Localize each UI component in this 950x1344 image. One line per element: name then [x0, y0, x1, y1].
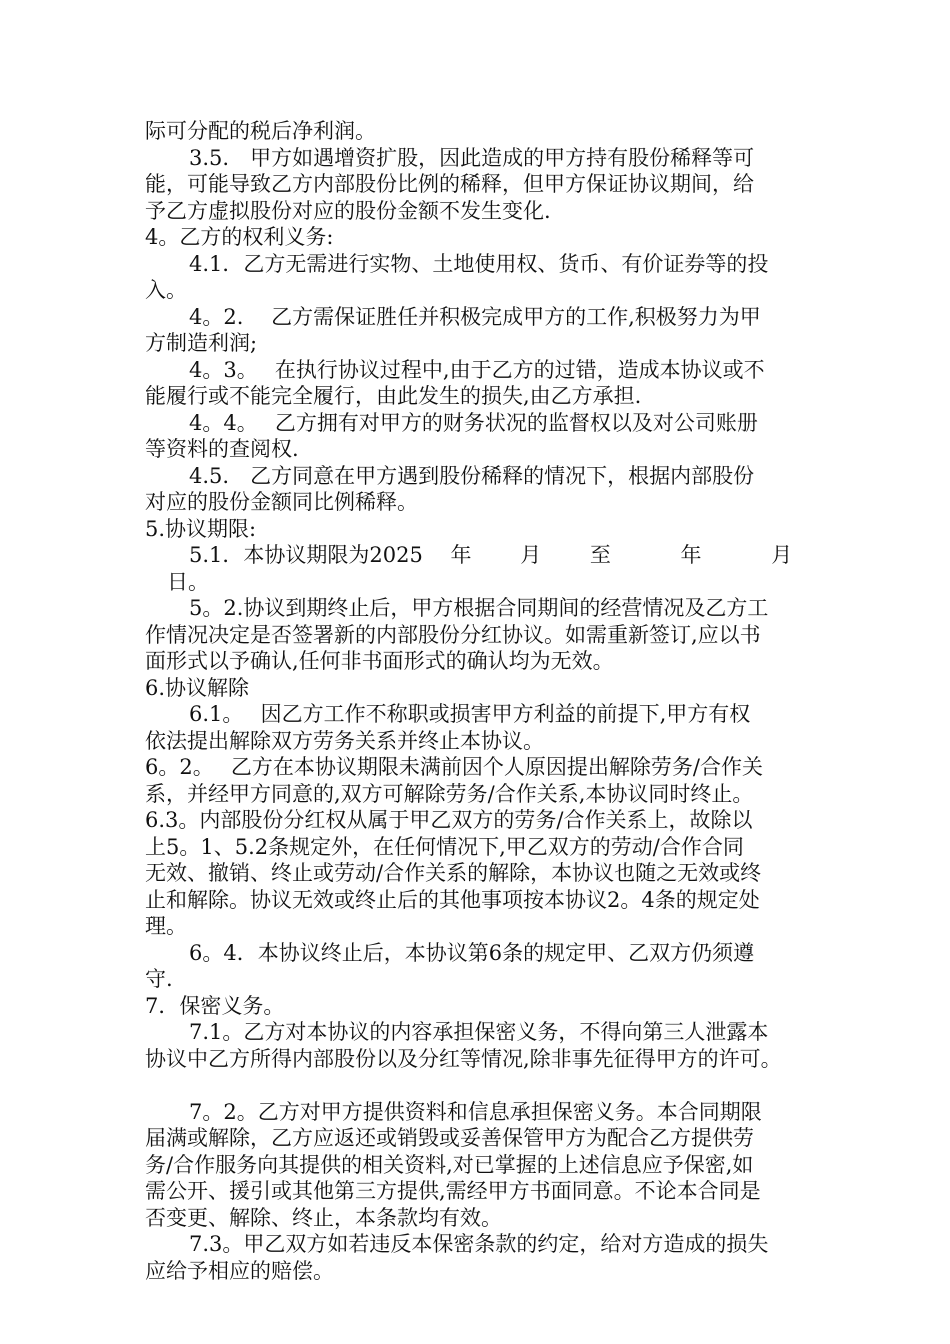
clause-7-3: 7.3。甲乙双方如若违反本保密条款的约定，给对方造成的损失	[189, 1232, 769, 1256]
text-line: 上5。1、5.2条规定外，在任何情况下,甲乙双方的劳动/合作合同	[145, 834, 744, 859]
section-heading-7: 7．保密义务。	[145, 993, 285, 1018]
section-heading-5: 5.协议期限:	[145, 516, 257, 541]
clause-3-5: 3.5. 甲方如遇增资扩股，因此造成的甲方持有股份稀释等可	[189, 145, 755, 170]
clause-5-1: 5.1．本协议期限为2025 年 月 至 年 月	[189, 543, 793, 567]
text-line: 能，可能导致乙方内部股份比例的稀释，但甲方保证协议期间，给	[145, 172, 754, 196]
document-body	[145, 118, 835, 1284]
text-line: 依法提出解除双方劳务关系并终止本协议。	[145, 728, 544, 753]
text-line: 系，并经甲方同意的,双方可解除劳务/合作关系,本协议同时终止。	[145, 781, 754, 806]
clause-7-2: 7。2。乙方对甲方提供资料和信息承担保密义务。本合同期限	[189, 1099, 762, 1124]
text-line: 等资料的查阅权.	[145, 437, 299, 461]
clause-6-4: 6。4．本协议终止后，本协议第6条的规定甲、乙双方仍须遵	[189, 940, 755, 965]
text-line: 面形式以予确认,任何非书面形式的确认均为无效。	[145, 649, 614, 673]
clause-4-3: 4。3。 在执行协议过程中,由于乙方的过错，造成本协议或不	[189, 357, 765, 382]
text-line: 协议中乙方所得内部股份以及分红等情况,除非事先征得甲方的许可。	[145, 1046, 782, 1071]
text-line: 需公开、援引或其他第三方提供,需经甲方书面同意。不论本合同是	[145, 1179, 761, 1203]
clause-4-2: 4。2. 乙方需保证胜任并积极完成甲方的工作,积极努力为甲	[189, 304, 761, 329]
text-line: 方制造利润;	[145, 331, 258, 355]
text-line: 理。	[145, 914, 187, 938]
text-line: 否变更、解除、终止，本条款均有效。	[145, 1205, 502, 1230]
text-line: 际可分配的税后净利润。	[145, 119, 376, 143]
clause-5-2: 5。2.协议到期终止后，甲方根据合同期间的经营情况及乙方工	[189, 596, 769, 620]
text-line: 入。	[145, 278, 187, 302]
clause-6-3: 6.3。内部股份分红权从属于甲乙双方的劳务/合作关系上，故除以	[145, 808, 753, 832]
text-line: 务/合作服务向其提供的相关资料,对已掌握的上述信息应予保密,如	[145, 1152, 754, 1177]
clause-4-5: 4.5. 乙方同意在甲方遇到股份稀释的情况下，根据内部股份	[189, 463, 755, 488]
text-line: 予乙方虚拟股份对应的股份金额不发生变化.	[145, 198, 551, 223]
clause-7-1: 7.1。乙方对本协议的内容承担保密义务，不得向第三人泄露本	[189, 1020, 769, 1044]
section-heading-4: 4。乙方的权利义务:	[145, 225, 334, 249]
clause-6-2: 6。2。 乙方在本协议期限未满前因个人原因提出解除劳务/合作关	[145, 755, 763, 779]
text-line: 能履行或不能完全履行，由此发生的损失,由乙方承担.	[145, 384, 642, 408]
text-line: 守.	[145, 967, 173, 991]
text-line: 无效、撤销、终止或劳动/合作关系的解除，本协议也随之无效或终	[145, 861, 762, 885]
text-line: 应给予相应的赔偿。	[145, 1258, 334, 1283]
section-heading-6: 6.协议解除	[145, 675, 250, 700]
blank-line	[145, 1072, 835, 1099]
clause-4-1: 4.1．乙方无需进行实物、土地使用权、货币、有价证券等的投	[189, 251, 769, 276]
clause-6-1: 6.1。 因乙方工作不称职或损害甲方利益的前提下,甲方有权	[189, 702, 751, 726]
clause-4-4: 4。4。 乙方拥有对甲方的财务状况的监督权以及对公司账册	[189, 410, 758, 435]
text-line: 届满或解除，乙方应返还或销毁或妥善保管甲方为配合乙方提供劳	[145, 1126, 754, 1150]
text-line: 对应的股份金额同比例稀释。	[145, 490, 418, 514]
text-line: 作情况决定是否签署新的内部股份分红协议。如需重新签订,应以书	[145, 622, 761, 647]
text-line: 止和解除。协议无效或终止后的其他事项按本协议2。4条的规定处	[145, 887, 760, 912]
text-line: 日。	[167, 569, 209, 594]
